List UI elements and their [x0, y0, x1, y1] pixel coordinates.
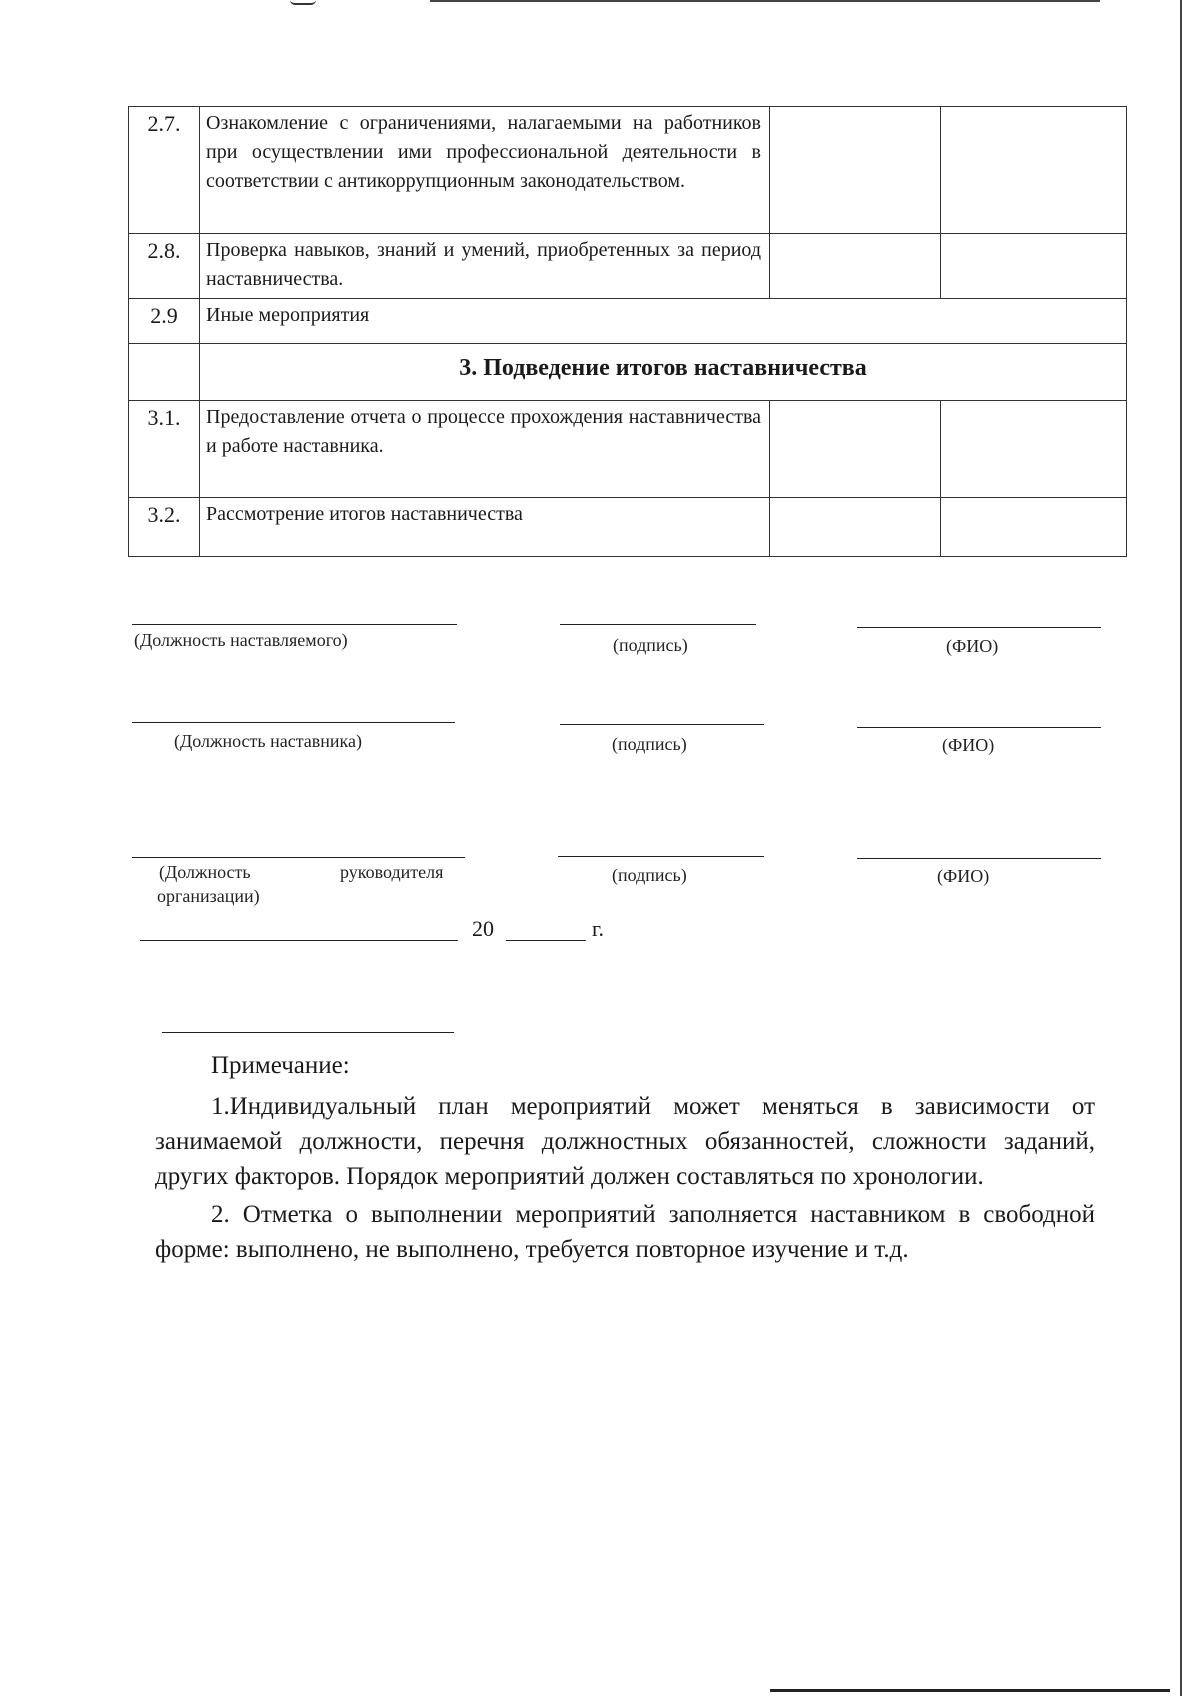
caption-name: (ФИО)	[946, 636, 999, 656]
caption-signature: (подпись)	[612, 734, 687, 754]
row-mark-cell[interactable]	[941, 401, 1127, 498]
section-number-cell	[129, 344, 200, 401]
row-activity: Ознакомление с ограничениями, налагаемыми на работников при осуществлении ими профессиональной деятельности в соответствии с антикоррупционным законодательством.	[200, 107, 770, 234]
row-number: 2.7.	[129, 107, 200, 234]
row-deadline-cell[interactable]	[770, 107, 941, 234]
caption-mentee-position: (Должность наставляемого)	[134, 630, 348, 650]
signature-line-position[interactable]	[132, 857, 465, 858]
signature-line-sign[interactable]	[560, 724, 764, 725]
signature-line-name[interactable]	[857, 858, 1101, 859]
row-number: 3.2.	[129, 498, 200, 557]
signature-line-position[interactable]	[132, 624, 457, 625]
scan-artifact-bottom-line	[770, 1689, 1170, 1692]
row-number: 2.8.	[129, 234, 200, 299]
caption-head-position-1b: руководителя	[340, 862, 444, 882]
signature-line-position[interactable]	[132, 722, 455, 723]
table-row	[129, 107, 1127, 234]
caption-signature: (подпись)	[613, 635, 688, 655]
date-year-blank[interactable]	[506, 940, 586, 941]
table-row	[129, 401, 1127, 498]
row-activity: Предоставление отчета о процессе прохождения наставничества и работе наставника.	[200, 401, 770, 498]
scan-artifact-top-line	[430, 0, 1100, 2]
date-year-prefix: 20	[472, 916, 494, 941]
row-mark-cell[interactable]	[941, 234, 1127, 299]
row-number: 3.1.	[129, 401, 200, 498]
footnote-separator	[162, 1032, 454, 1033]
row-mark-cell[interactable]	[941, 498, 1127, 557]
section-row	[129, 344, 1127, 401]
scan-artifact-top-curve	[290, 0, 316, 5]
signature-line-name[interactable]	[857, 727, 1101, 728]
caption-name: (ФИО)	[942, 735, 995, 755]
table-row	[129, 498, 1127, 557]
table-row	[129, 234, 1127, 299]
caption-name: (ФИО)	[937, 866, 990, 886]
signature-line-sign[interactable]	[558, 856, 764, 857]
row-mark-cell[interactable]	[941, 107, 1127, 234]
row-activity: Иные мероприятия	[200, 299, 1127, 344]
caption-head-position-1: (Должность	[159, 862, 251, 882]
caption-head-position-2: организации)	[157, 886, 260, 906]
scan-artifact-right-edge	[1180, 0, 1182, 1696]
signature-line-name[interactable]	[857, 627, 1101, 628]
section-heading: 3. Подведение итогов наставничества	[200, 344, 1127, 401]
date-day-month-blank[interactable]	[140, 940, 458, 941]
notes-section	[155, 1048, 1095, 1267]
note-item: 1.Индивидуальный план мероприятий может меняться в зависимости от занимаемой должности, перечня должностных обязанностей, сложности заданий, других факторов. Порядок мероприятий должен составляться по хронологии.	[155, 1093, 1095, 1190]
row-deadline-cell[interactable]	[770, 498, 941, 557]
mentoring-plan-table	[128, 106, 1127, 557]
date-year-suffix: г.	[592, 916, 605, 941]
caption-mentor-position: (Должность наставника)	[174, 731, 363, 751]
row-deadline-cell[interactable]	[770, 401, 941, 498]
row-number: 2.9	[129, 299, 200, 344]
notes-heading: Примечание:	[211, 1052, 350, 1079]
row-deadline-cell[interactable]	[770, 234, 941, 299]
table-row	[129, 299, 1127, 344]
note-item: 2. Отметка о выполнении мероприятий заполняется наставником в свободной форме: выполнено, не выполнено, требуется повторное изучение и т.д.	[155, 1201, 1095, 1263]
row-activity: Рассмотрение итогов наставничества	[200, 498, 770, 557]
signature-line-sign[interactable]	[560, 624, 756, 625]
row-activity: Проверка навыков, знаний и умений, приобретенных за период наставничества.	[200, 234, 770, 299]
caption-signature: (подпись)	[612, 865, 687, 885]
